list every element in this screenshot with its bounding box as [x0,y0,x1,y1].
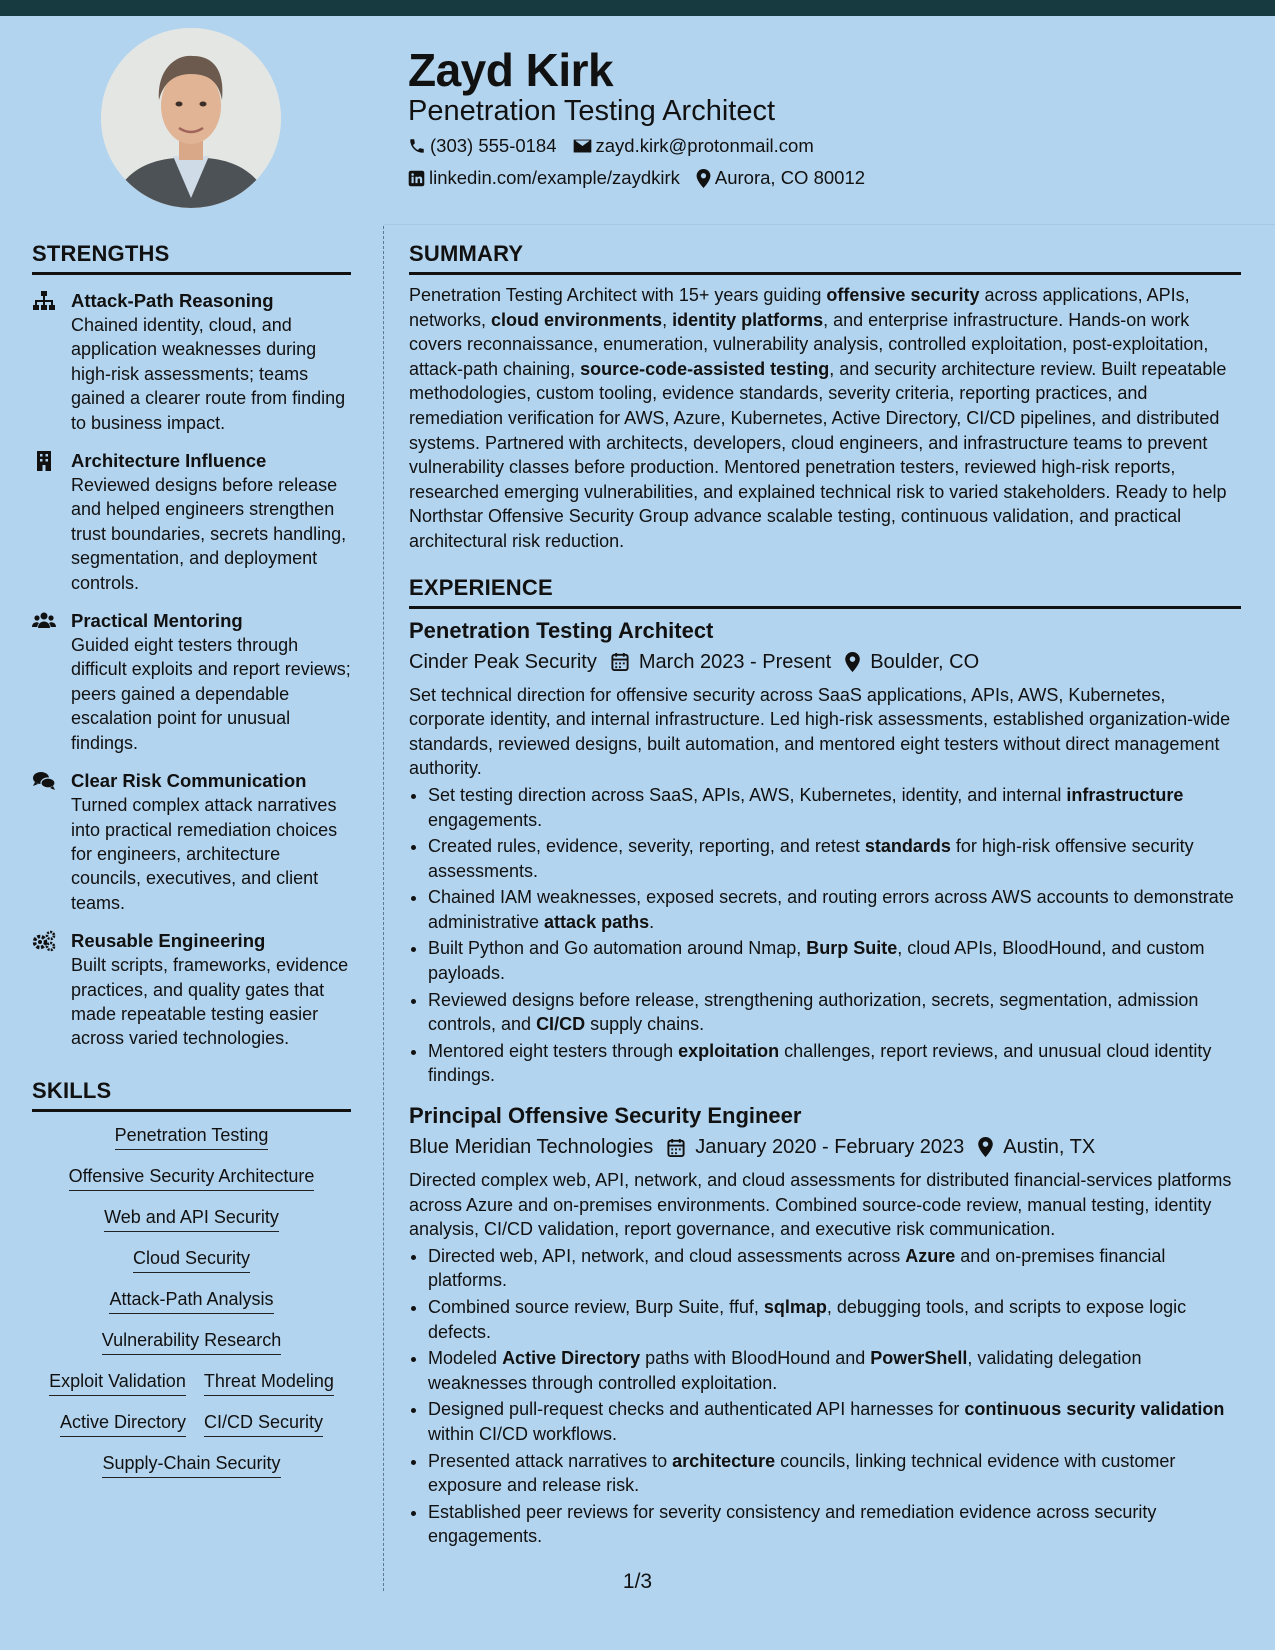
job-role: Principal Offensive Security Engineer [409,1103,802,1129]
job-entry [409,617,1241,1089]
skills-list [32,1124,351,1478]
strength-item [32,289,351,435]
job-bullets [409,783,1241,1088]
job-role: Penetration Testing Architect [409,617,714,643]
emphasis-text: sqlmap [763,1297,827,1317]
emphasis-text: source-code-assisted testing [580,358,830,379]
bullet-item: • Mentored eight testers through exploitation challenges, report reviews, and unusual cloud identity findings. [428,1039,1241,1088]
page-number: 1/3 [622,1570,653,1593]
emphasis-text: PowerShell [870,1348,968,1369]
linkedin-icon [408,170,425,187]
strength-desc: Guided eight testers through difficult exploits and report reviews; peers gained a dependable escalation point for unusual findings. [71,635,351,753]
emphasis-text: Azure [905,1245,956,1266]
skill-row [32,1452,351,1478]
strengths-list [32,289,351,1051]
bullet-item: • Set testing direction across SaaS, APIs, AWS, Kubernetes, identity, and internal infrastructure engagements. [428,783,1241,832]
contact-phone [408,134,557,158]
job-location [978,1134,1095,1160]
strength-title: Architecture Influence [71,450,267,472]
emphasis-text: infrastructure [1066,784,1184,805]
emphasis-text: attack paths [544,911,650,932]
skill-row [32,1206,351,1232]
emphasis-text: cloud environments [491,309,663,330]
emphasis-text: exploitation [678,1040,780,1061]
strength-desc: Chained identity, cloud, and application weaknesses during high-risk assessments; teams gained a clearer route from finding to business impact. [71,315,346,433]
skill-row [32,1124,351,1150]
skill-tag: Threat Modeling [204,1370,334,1396]
skill-tag: Vulnerability Research [102,1329,281,1355]
map-pin-icon [978,1137,993,1157]
bullet-item: • Created rules, evidence, severity, reporting, and retest standards for high-risk offensive security assessments. [428,834,1241,883]
bullet-item: • Directed web, API, network, and cloud assessments across Azure and on-premises financial platforms. [428,1244,1241,1293]
job-location [845,649,979,675]
bullet-item: • Reviewed designs before release, strengthening authorization, secrets, segmentation, admission controls, and CI/CD supply chains. [428,988,1241,1037]
job-entry [409,1102,1241,1549]
job-dates [611,649,831,675]
skill-tag: Penetration Testing [115,1124,269,1150]
emphasis-text: standards [864,836,951,857]
emphasis-text: identity platforms [672,309,824,330]
experience-heading: EXPERIENCE [409,574,1241,609]
strength-desc: Reviewed designs before release and helped engineers strengthen trust boundaries, secrets handling, segmentation, and deployment controls. [71,475,347,593]
job-meta [409,649,1241,675]
bullet-item: • Modeled Active Directory paths with BloodHound and PowerShell, validating delegation weaknesses through controlled exploitation. [428,1346,1241,1395]
gears-icon [32,930,56,952]
strength-title: Clear Risk Communication [71,770,307,792]
skill-tag: CI/CD Security [204,1411,323,1437]
location-text: Aurora, CO 80012 [714,167,866,188]
contact-email[interactable] [573,134,814,158]
top-bar [0,0,1275,16]
hierarchy-icon [32,290,56,312]
skill-row [32,1288,351,1314]
profile-photo [101,28,281,208]
bullet-item: • Designed pull-request checks and authenticated API harnesses for continuous security validation within CI/CD workflows. [428,1397,1241,1446]
skill-row [32,1247,351,1273]
calendar-icon [667,1138,685,1157]
map-pin-icon [696,169,711,188]
strength-title: Reusable Engineering [71,930,266,952]
emphasis-text: Burp Suite [806,938,898,959]
emphasis-text: CI/CD [536,1014,586,1035]
strength-title: Practical Mentoring [71,610,243,632]
strength-desc: Built scripts, frameworks, evidence practices, and quality gates that made repeatable testing easier across varied technologies. [71,955,349,1049]
emphasis-text: Active Directory [502,1348,641,1369]
skill-row [32,1370,351,1396]
job-company: Cinder Peak Security [409,650,597,673]
job-meta [409,1134,1241,1160]
skill-tag: Offensive Security Architecture [69,1165,315,1191]
job-description: Directed complex web, API, network, and cloud assessments for distributed financial-services platforms across Azure and on-premises environments. Combined source-code review, manual testing, identity analysis, CI/CD validation, report governance, and executive risk communication. [409,1170,1232,1240]
strength-item [32,609,351,755]
skill-tag: Active Directory [60,1411,186,1437]
job-dates [667,1134,964,1160]
contact-location [696,166,865,190]
bullet-item: • Chained IAM weaknesses, exposed secrets, and routing errors across AWS accounts to demonstrate administrative attack paths. [428,885,1241,934]
candidate-name: Zayd Kirk [408,44,614,96]
bullet-item: • Presented attack narratives to architecture councils, linking technical evidence with customer exposure and release risk. [428,1449,1241,1498]
strength-item [32,929,351,1051]
users-icon [32,610,56,632]
strength-item [32,449,351,595]
bullet-item: • Combined source review, Burp Suite, ffuf, sqlmap, debugging tools, and scripts to expose logic defects. [428,1295,1241,1344]
strengths-heading: STRENGTHS [32,240,351,275]
skill-row [32,1411,351,1437]
column-divider [383,226,384,1591]
calendar-icon [611,652,629,671]
skill-row [32,1329,351,1355]
skill-tag: Attack-Path Analysis [109,1288,273,1314]
skill-tag: Exploit Validation [49,1370,186,1396]
left-column [32,240,351,1493]
summary-heading: SUMMARY [409,240,1241,275]
skills-heading: SKILLS [32,1077,351,1112]
job-company: Blue Meridian Technologies [409,1136,654,1159]
job-location-text: Austin, TX [1003,1136,1096,1159]
job-dates-text: March 2023 - Present [638,650,832,673]
email-text[interactable]: zayd.kirk@protonmail.com [595,135,814,156]
job-bullets [409,1244,1241,1549]
map-pin-icon [845,652,860,672]
strength-desc: Turned complex attack narratives into practical remediation choices for engineers, architecture councils, executives, and client teams. [71,795,338,913]
emphasis-text: offensive security [826,285,980,305]
job-location-text: Boulder, CO [870,650,980,673]
comments-icon [32,770,56,792]
contact-row-2 [408,166,881,190]
emphasis-text: architecture [672,1450,776,1471]
building-icon [32,450,56,472]
skill-tag: Cloud Security [133,1247,250,1273]
right-column [409,240,1241,1551]
bullet-item: • Built Python and Go automation around Nmap, Burp Suite, cloud APIs, BloodHound, and custom payloads. [428,936,1241,985]
summary-text: Penetration Testing Architect with 15+ years guiding offensive security across applications, APIs, networks, cloud environments, identity platforms, and enterprise infrastructure. Hands-on work covers reconnaissance, enumeration, vulnerability analysis, controlled exploitation, post-exploitation, attack-path chaining, source-code-assisted testing, and security architecture review. Built repeatable methodologies, custom tooling, evidence standards, severity criteria, reporting practices, and remediation verification for AWS, Azure, Kubernetes, Active Directory, CI/CD pipelines, and distributed systems. Partnered with architects, developers, cloud engineers, and infrastructure teams to prevent vulnerability classes before production. Mentored penetration testers, reviewed high-risk reports, researched emerging vulnerabilities, and explained technical risk to varied stakeholders. Ready to help Northstar Offensive Security Group advance scalable testing, continuous validation, and practical architectural risk reduction. [409,285,1227,551]
phone-icon [408,137,426,155]
skill-row [32,1165,351,1191]
skill-tag: Supply-Chain Security [102,1452,280,1478]
job-description: Set technical direction for offensive security across SaaS applications, APIs, AWS, Kubernetes, corporate identity, and internal infrastructure. Led high-risk assessments, established organization-wide standards, reviewed designs, built automation, and mentored eight testers without direct management authority. [409,684,1231,779]
envelope-icon [573,138,592,154]
job-dates-text: January 2020 - February 2023 [695,1136,965,1159]
strength-title: Attack-Path Reasoning [71,290,274,311]
header-divider [384,224,1275,225]
contact-linkedin[interactable] [408,166,680,190]
candidate-title: Penetration Testing Architect [408,95,776,127]
contact-row-1 [408,134,830,158]
skill-tag: Web and API Security [104,1206,279,1232]
emphasis-text: continuous security validation [964,1399,1225,1420]
linkedin-text[interactable]: linkedin.com/example/zaydkirk [429,167,680,188]
bullet-item: • Established peer reviews for severity consistency and remediation evidence across security engagements. [428,1500,1241,1549]
strength-item [32,769,351,915]
phone-text: (303) 555-0184 [430,135,557,156]
